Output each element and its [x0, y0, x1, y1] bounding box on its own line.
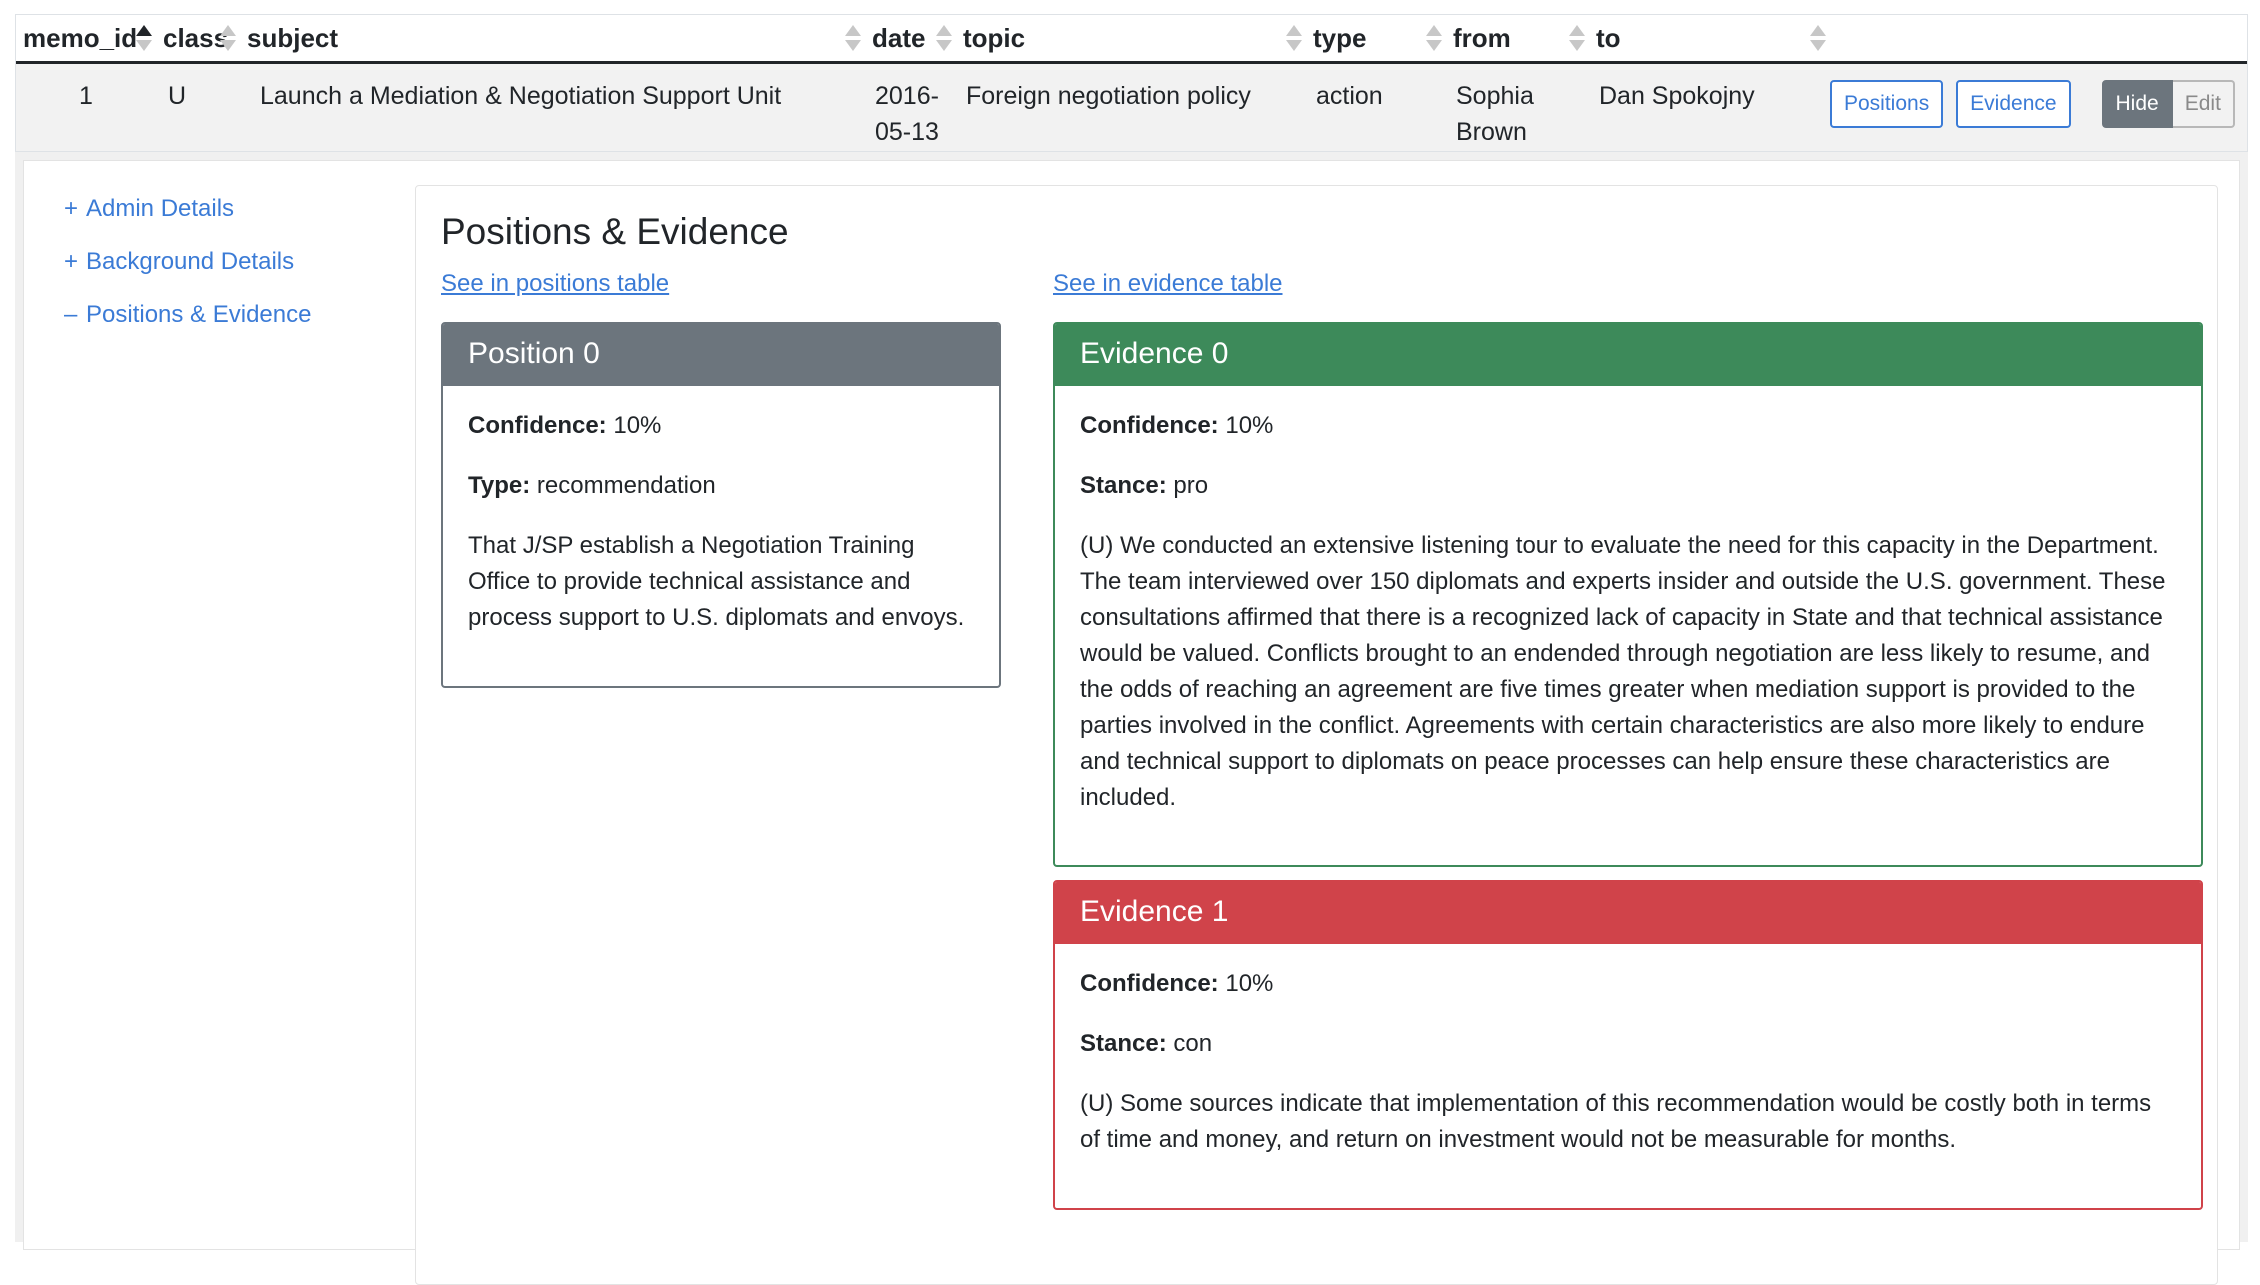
cell-subject: Launch a Mediation & Negotiation Support Unit: [260, 82, 782, 110]
sort-ascending-icon[interactable]: [136, 24, 152, 52]
column-header-date[interactable]: [865, 20, 956, 56]
cell-actions: [1830, 80, 2247, 128]
position-card: [441, 322, 1001, 688]
stance-label: Stance:: [1080, 1030, 1167, 1057]
evidence-text: (U) Some sources indicate that implementation of this recommendation would be costly both in terms of time and money, and return on investment would not be measurable for months.: [1080, 1090, 2152, 1153]
column-header-label: type: [1313, 23, 1367, 53]
sidebar-item-label: Admin Details: [86, 195, 235, 222]
hide-edit-toggle: [2102, 80, 2235, 128]
column-header-topic[interactable]: [956, 20, 1306, 56]
stance-label: Stance:: [1080, 472, 1167, 499]
column-header-label: from: [1453, 23, 1511, 53]
evidence-text: (U) We conducted an extensive listening tour to evaluate the need for this capacity in the Department. The team interviewed over 150 diplomats and experts insider and outside the U.S. government. These consultations affirmed that there is a recognized lack of capacity in State and that technical assistance would be valued. Conflicts brought to an endended through negotiation are less likely to resume, and the odds of reaching an agreement are five times greater when mediation support is provided to the parties involved in the conflict. Agreements with certain characteristics are also more likely to endure and technical support to diplomats on peace processes can help ensure these characteristics are included.: [1080, 532, 2166, 811]
position-card-title: Position 0: [443, 324, 999, 386]
evidence-card-con: [1053, 880, 2203, 1210]
position-confidence: [468, 408, 974, 444]
type-value: recommendation: [536, 472, 716, 499]
column-header-type[interactable]: [1306, 20, 1446, 56]
sort-icon[interactable]: [1810, 24, 1826, 52]
stance-value: con: [1173, 1030, 1213, 1057]
column-header-class[interactable]: [156, 20, 240, 56]
position-card-body: [443, 386, 999, 680]
column-header-label: to: [1596, 23, 1621, 53]
expand-plus-icon: +: [64, 248, 79, 275]
confidence-label: Confidence:: [1080, 970, 1219, 997]
sort-icon[interactable]: [936, 24, 952, 52]
hide-button[interactable]: Hide: [2102, 80, 2173, 128]
evidence-confidence: [1080, 408, 2176, 444]
memo-table: [15, 14, 2248, 152]
evidence-stance: [1080, 1026, 2176, 1062]
sort-icon[interactable]: [1426, 24, 1442, 52]
evidence-card-pro: [1053, 322, 2203, 867]
stance-value: pro: [1173, 472, 1209, 499]
column-header-label: topic: [963, 23, 1026, 53]
column-header-label: date: [872, 23, 926, 53]
table-header-row: [16, 14, 2247, 64]
sidebar-item-background-details[interactable]: [64, 244, 311, 279]
evidence-button[interactable]: Evidence: [1956, 80, 2070, 128]
sort-icon[interactable]: [845, 24, 861, 52]
sidebar-item-positions-evidence[interactable]: [64, 297, 311, 332]
confidence-value: 10%: [1225, 970, 1274, 997]
cell-type: action: [1316, 82, 1383, 110]
expand-plus-icon: +: [64, 195, 79, 222]
evidence-confidence: [1080, 966, 2176, 1002]
column-header-label: memo_id: [23, 23, 138, 53]
cell-topic: Foreign negotiation policy: [966, 82, 1251, 110]
column-header-memo-id[interactable]: [16, 20, 156, 56]
evidence-stance: [1080, 468, 2176, 504]
confidence-label: Confidence:: [1080, 412, 1219, 439]
positions-button[interactable]: Positions: [1830, 80, 1943, 128]
cell-from: [1446, 78, 1589, 150]
column-header-to[interactable]: [1589, 20, 1830, 56]
see-evidence-table-link[interactable]: See in evidence table: [1053, 270, 1283, 297]
sort-icon[interactable]: [1286, 24, 1302, 52]
positions-evidence-section: [415, 185, 2218, 1285]
evidence-card-title: Evidence 1: [1055, 882, 2201, 944]
section-title: Positions & Evidence: [441, 211, 789, 252]
edit-button[interactable]: Edit: [2173, 80, 2235, 128]
detail-panel-background: [15, 152, 2248, 1242]
sort-icon[interactable]: [1569, 24, 1585, 52]
cell-from-line: Sophia: [1456, 82, 1534, 110]
sidebar-item-label: Background Details: [86, 248, 295, 275]
cell-date-line: 2016-: [875, 82, 939, 110]
cell-class: U: [168, 82, 187, 110]
evidence-card-title: Evidence 0: [1055, 324, 2201, 386]
confidence-label: Confidence:: [468, 412, 607, 439]
position-text: That J/SP establish a Negotiation Training Office to provide technical assistance and process support to U.S. diplomats and envoys.: [468, 532, 965, 631]
cell-to: Dan Spokojny: [1599, 82, 1755, 110]
sort-icon[interactable]: [220, 24, 236, 52]
detail-panel: [23, 160, 2240, 1250]
evidence-card-body: [1055, 386, 2201, 860]
column-header-from[interactable]: [1446, 20, 1589, 56]
sidebar-item-admin-details[interactable]: [64, 191, 311, 226]
position-type: [468, 468, 974, 504]
cell-from-line: Brown: [1456, 118, 1527, 146]
confidence-value: 10%: [613, 412, 662, 439]
cell-memo-id: 1: [79, 82, 93, 110]
cell-date: [865, 78, 956, 150]
see-positions-table-link[interactable]: See in positions table: [441, 270, 670, 297]
column-header-label: class: [163, 23, 229, 53]
collapse-minus-icon: –: [64, 301, 78, 328]
evidence-card-body: [1055, 944, 2201, 1202]
sidebar-item-label: Positions & Evidence: [86, 301, 312, 328]
confidence-value: 10%: [1225, 412, 1274, 439]
column-header-label: subject: [247, 23, 339, 53]
cell-date-line: 05-13: [875, 118, 939, 146]
detail-sidebar: [64, 191, 311, 350]
column-header-subject[interactable]: [240, 20, 865, 56]
type-label: Type:: [468, 472, 531, 499]
table-row[interactable]: [16, 64, 2247, 152]
